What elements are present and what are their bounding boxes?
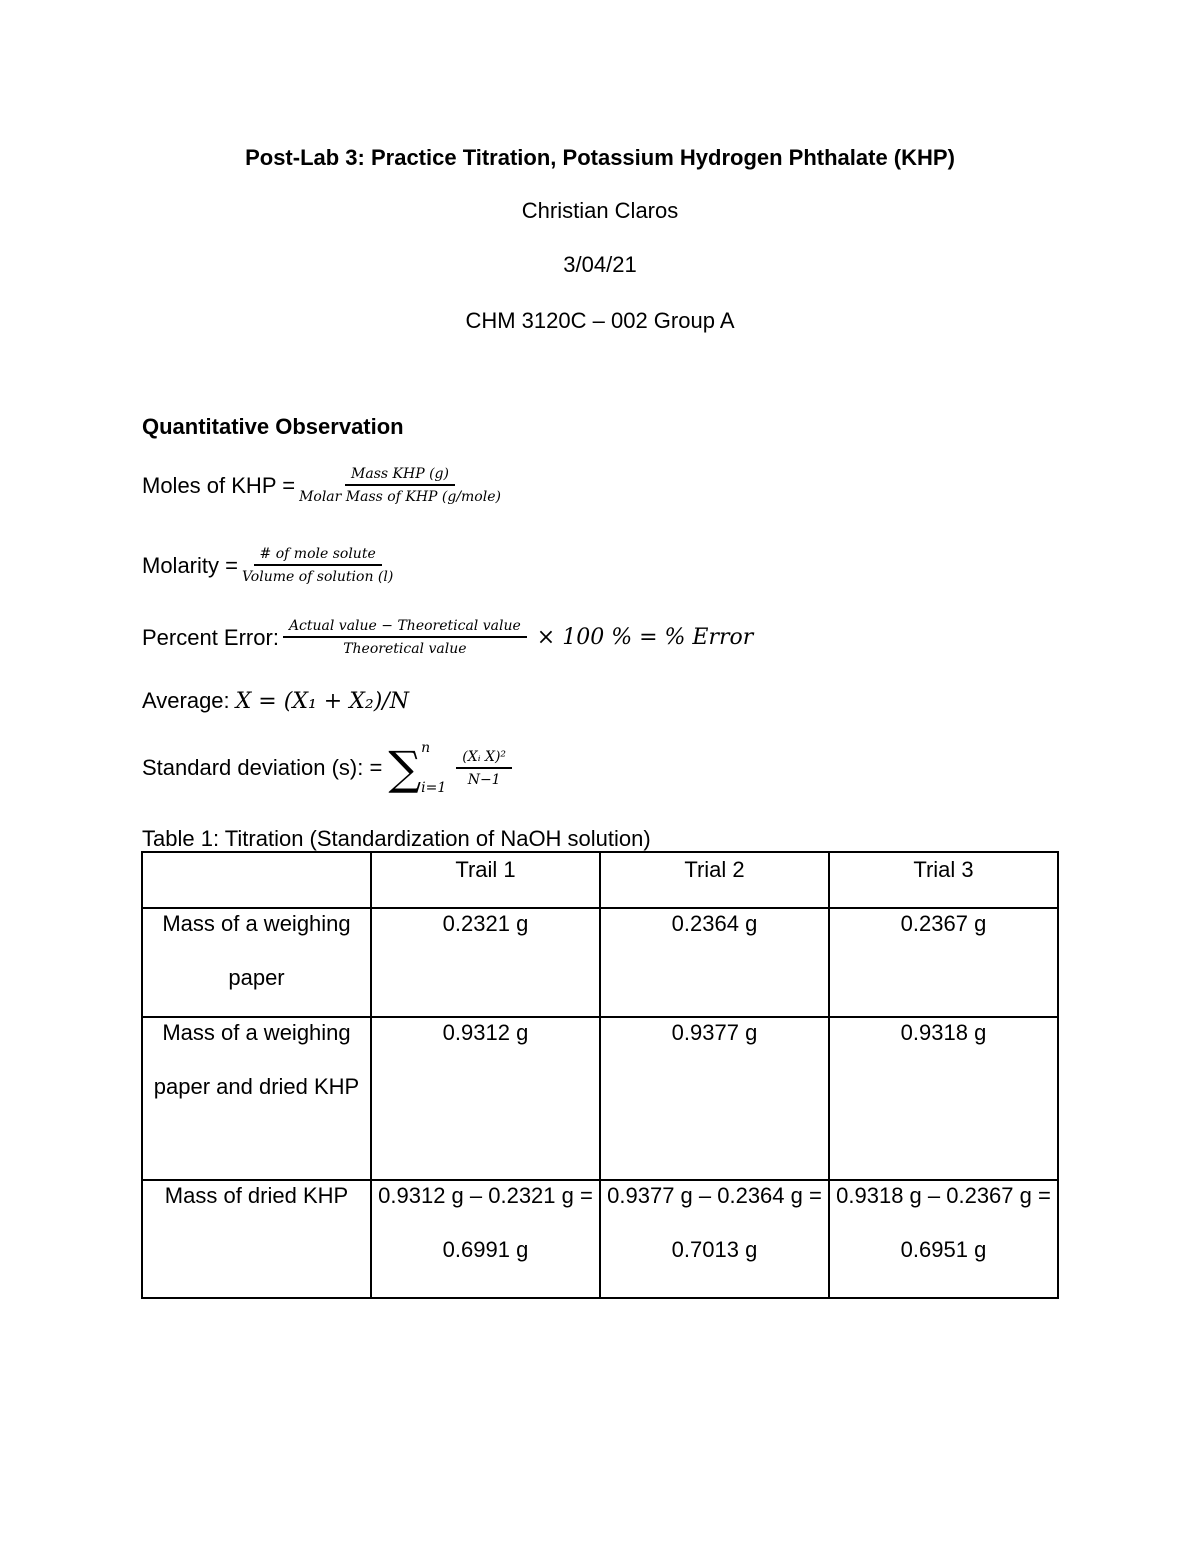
table-row [142,1180,1058,1298]
table-row [142,908,1058,1017]
percent-error-denominator: Theoretical value [343,641,467,657]
std-dev-formula [142,740,516,796]
molarity-formula [142,546,397,585]
table-caption: Table 1: Titration (Standardization of NaOH solution) [142,826,651,851]
table-cell: 0.9318 g – 0.2367 g = 0.6951 g [829,1180,1058,1298]
sigma-upper: n [421,740,431,756]
course-info: CHM 3120C – 002 Group A [465,308,735,333]
author-name: Christian Claros [521,198,679,223]
percent-error-label: Percent Error: [142,624,279,650]
percent-error-fraction [283,618,527,657]
moles-formula [142,466,505,505]
percent-error-formula [142,618,753,657]
molarity-fraction [242,546,393,585]
molarity-label: Molarity = [142,552,238,578]
titration-table [141,851,1059,1299]
report-date: 3/04/21 [563,252,637,277]
section-heading: Quantitative Observation [142,414,404,439]
table-cell: 0.2321 g [371,908,600,1017]
std-dev-label: Standard deviation (s): = [142,755,383,780]
moles-numerator: Mass KHP (g) [345,466,455,486]
table-cell: Mass of dried KHP [142,1180,371,1298]
molarity-numerator: # of mole solute [254,546,382,566]
page-title: Post-Lab 3: Practice Titration, Potassium Hydrogen Phthalate (KHP) [245,145,955,170]
table-cell: 0.9377 g [600,1017,829,1180]
table-cell: Mass of a weighing paper [142,908,371,1017]
table-header-cell: Trial 2 [600,852,829,908]
table-header-cell: Trial 3 [829,852,1058,908]
table-cell: 0.2364 g [600,908,829,1017]
moles-fraction [299,466,501,505]
sigma-limits [421,740,446,796]
table-header-cell: Trail 1 [371,852,600,908]
table-cell: 0.9318 g [829,1017,1058,1180]
table-cell: 0.2367 g [829,908,1058,1017]
average-expression: X = (X₁ + X₂)/N [235,688,409,714]
std-dev-numerator: (Xᵢ X)² [456,749,512,769]
moles-label: Moles of KHP = [142,472,296,498]
table-row [142,1017,1058,1180]
percent-error-tail: × 100 % = % Error [536,625,754,650]
table-cell: Mass of a weighing paper and dried KHP [142,1017,371,1180]
table-cell: 0.9312 g [371,1017,600,1180]
table-cell: 0.9312 g – 0.2321 g = 0.6991 g [371,1180,600,1298]
molarity-denominator: Volume of solution (l) [241,569,394,585]
std-dev-fraction [456,749,512,788]
average-label: Average: [142,688,230,713]
percent-error-numerator: Actual value − Theoretical value [283,618,527,638]
std-dev-denominator: N−1 [467,771,501,788]
average-formula [142,688,409,714]
sigma-lower: i=1 [421,780,447,796]
sigma-icon: ∑ [388,741,422,795]
table-cell: 0.9377 g – 0.2364 g = 0.7013 g [600,1180,829,1298]
moles-denominator: Molar Mass of KHP (g/mole) [299,489,501,505]
